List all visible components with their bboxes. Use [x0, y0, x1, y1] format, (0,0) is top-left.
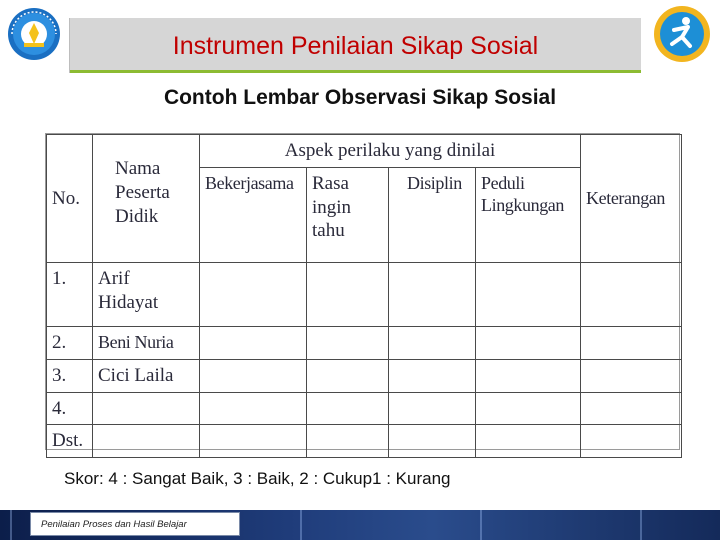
- header-aspect-disiplin: Disiplin: [389, 167, 476, 262]
- footer-stripe: [480, 510, 482, 540]
- row-no: Dst.: [47, 425, 93, 458]
- page-title: Instrumen Penilaian Sikap Sosial: [172, 32, 539, 60]
- cell: [581, 262, 682, 326]
- header-name: Nama Peserta Didik: [93, 135, 200, 263]
- footer-stripe: [640, 510, 642, 540]
- cell: [476, 326, 581, 359]
- cell: [581, 392, 682, 425]
- cell: [581, 359, 682, 392]
- row-name: Arif Hidayat: [93, 262, 200, 326]
- cell: [307, 326, 389, 359]
- header-no: No.: [47, 135, 93, 263]
- row-name: Cici Laila: [93, 359, 200, 392]
- footer-stripe: [10, 510, 12, 540]
- cell: [581, 425, 682, 458]
- table-row: [47, 359, 682, 392]
- table-row: [47, 326, 682, 359]
- header-aspect-rasa-ingin-tahu: Rasa ingin tahu: [307, 167, 389, 262]
- title-banner: [69, 18, 641, 73]
- observation-table: [46, 134, 682, 458]
- subtitle: Contoh Lembar Observasi Sikap Sosial: [163, 86, 557, 109]
- tut-wuri-handayani-logo: [6, 6, 62, 62]
- cell: [307, 392, 389, 425]
- header-aspect-peduli-lingkungan: Peduli Lingkungan: [476, 167, 581, 262]
- cell: [307, 425, 389, 458]
- cell: [581, 326, 682, 359]
- cell: [200, 392, 307, 425]
- cell: [200, 425, 307, 458]
- running-figure-logo: [652, 4, 712, 64]
- table-row: [47, 392, 682, 425]
- header-remarks: Keterangan: [581, 135, 682, 263]
- cell: [200, 359, 307, 392]
- cell: [476, 262, 581, 326]
- cell: [307, 262, 389, 326]
- cell: [307, 359, 389, 392]
- row-name: Beni Nuria: [93, 326, 200, 359]
- cell: [389, 262, 476, 326]
- row-name: [93, 392, 200, 425]
- cell: [476, 425, 581, 458]
- title-underline: [70, 70, 641, 73]
- row-name: [93, 425, 200, 458]
- cell: [389, 392, 476, 425]
- score-legend: Skor: 4 : Sangat Baik, 3 : Baik, 2 : Cukup1 : Kurang: [64, 469, 451, 488]
- cell: [200, 326, 307, 359]
- cell: [389, 326, 476, 359]
- row-no: 1.: [47, 262, 93, 326]
- header-aspect-bekerjasama: Bekerjasama: [200, 167, 307, 262]
- cell: [389, 425, 476, 458]
- header-aspect-group: Aspek perilaku yang dinilai: [200, 135, 581, 168]
- footer-label: Penilaian Proses dan Hasil Belajar: [30, 512, 240, 536]
- cell: [476, 392, 581, 425]
- row-no: 4.: [47, 392, 93, 425]
- table-row: [47, 425, 682, 458]
- cell: [200, 262, 307, 326]
- observation-sheet: [45, 133, 680, 450]
- table-row: [47, 262, 682, 326]
- cell: [476, 359, 581, 392]
- row-no: 2.: [47, 326, 93, 359]
- footer-stripe: [300, 510, 302, 540]
- cell: [389, 359, 476, 392]
- row-no: 3.: [47, 359, 93, 392]
